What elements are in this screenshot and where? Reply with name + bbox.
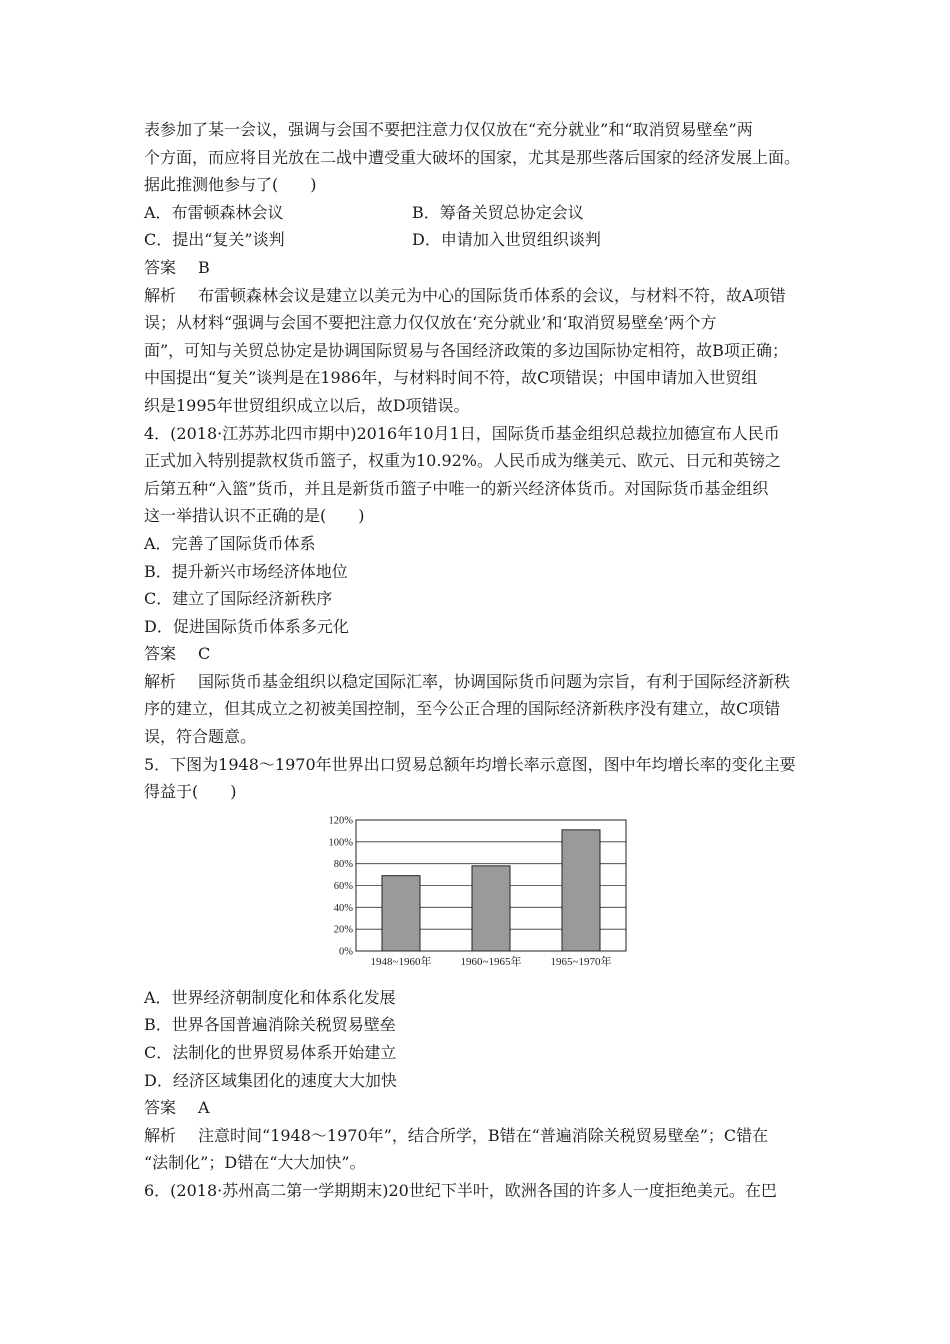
y-tick-label: 80%: [333, 859, 353, 871]
option-row: [144, 199, 824, 227]
question-stem-line: 4．(2018·江苏苏北四市期中)2016年10月1日，国际货币基金组织总裁拉加德宣布人民币: [144, 423, 780, 443]
option-c: C．法制化的世界贸易体系开始建立: [144, 1043, 397, 1063]
answer-label: 答案: [144, 644, 177, 664]
option-a: A．世界经济朝制度化和体系化发展: [144, 987, 396, 1007]
x-category-label: 1948~1960年: [370, 955, 432, 968]
chart-bars: [382, 830, 600, 951]
y-tick-label: 20%: [333, 924, 353, 936]
question-4: [144, 420, 824, 751]
answer-value: C: [198, 644, 211, 664]
answer-value: B: [198, 257, 210, 277]
bar: [562, 830, 600, 951]
answer-value: A: [198, 1098, 210, 1118]
x-category-label: 1960~1965年: [460, 955, 522, 968]
question-stem-line: 得益于( ): [144, 782, 237, 802]
x-category-label: 1965~1970年: [550, 955, 612, 968]
analysis-text: 布雷顿森林会议是建立以美元为中心的国际货币体系的会议，与材料不符，故A项错: [198, 285, 786, 305]
option-d: D．申请加入世贸组织谈判: [412, 230, 601, 250]
analysis-line: [144, 282, 824, 310]
analysis-line: 中国提出“复关”谈判是在1986年，与材料时间不符，故C项错误；中国申请加入世贸组: [144, 368, 758, 388]
option-d: D．经济区域集团化的速度大大加快: [144, 1070, 397, 1090]
answer-label: 答案: [144, 257, 177, 277]
option-d: D．促进国际货币体系多元化: [144, 616, 349, 636]
option-b: B．提升新兴市场经济体地位: [144, 561, 348, 581]
option-c: C．提出“复关”谈判: [144, 230, 285, 250]
answer-line: [144, 254, 824, 282]
question-3: [144, 116, 824, 420]
analysis-text: 注意时间“1948～1970年”，结合所学，B错在“普遍消除关税贸易壁垒”；C错在: [198, 1125, 769, 1145]
answer-label: 答案: [144, 1098, 177, 1118]
document-page: [144, 116, 824, 1205]
analysis-text: 国际货币基金组织以稳定国际汇率，协调国际货币问题为宗旨，有利于国际经济新秩: [198, 671, 791, 691]
option-c: C．建立了国际经济新秩序: [144, 589, 333, 609]
analysis-line: 织是1995年世贸组织成立以后，故D项错误。: [144, 395, 470, 415]
question-stem-line: 正式加入特别提款权货币篮子，权重为10.92%。人民币成为继美元、欧元、日元和英镑之: [144, 451, 782, 471]
question-stem-line: 个方面，而应将目光放在二战中遭受重大破坏的国家，尤其是那些落后国家的经济发展上面。: [144, 147, 801, 167]
analysis-line: “法制化”；D错在“大大加快”。: [144, 1153, 366, 1173]
option-a: A．完善了国际货币体系: [144, 533, 316, 553]
y-tick-label: 100%: [328, 837, 353, 849]
analysis-label: 解析: [144, 671, 177, 691]
question-stem-line: 这一举措认识不正确的是( ): [144, 506, 365, 526]
y-tick-label: 40%: [333, 902, 353, 914]
option-b: B．筹备关贸总协定会议: [412, 202, 584, 222]
analysis-line: [144, 1122, 824, 1150]
question-stem-line: 后第五种“入篮”货币，并且是新货币篮子中唯一的新兴经济体货币。对国际货币基金组织: [144, 478, 769, 498]
bar: [382, 876, 420, 951]
question-6: [144, 1177, 824, 1205]
bar-chart-container: [144, 810, 824, 982]
analysis-line: 序的建立，但其成立之初被美国控制，至今公正合理的国际经济新秩序没有建立，故C项错: [144, 699, 781, 719]
question-stem-line: 表参加了某一会议，强调与会国不要把注意力仅仅放在“充分就业”和“取消贸易壁垒”两: [144, 120, 753, 139]
answer-line: [144, 1094, 824, 1122]
question-stem-line: 6．(2018·苏州高二第一学期期末)20世纪下半叶，欧洲各国的许多人一度拒绝美元。在巴: [144, 1181, 777, 1200]
analysis-line: 误，符合题意。: [144, 727, 257, 747]
y-tick-label: 0%: [339, 946, 353, 958]
question-5: [144, 751, 824, 1177]
analysis-line: 误；从材料“强调与会国不要把注意力仅仅放在‘充分就业’和‘取消贸易壁垒’两个方: [144, 313, 717, 333]
y-tick-label: 60%: [333, 880, 353, 892]
option-row: [144, 226, 824, 254]
question-stem-line: 据此推测他参与了( ): [144, 175, 317, 195]
analysis-line: [144, 668, 824, 696]
question-stem-line: 5．下图为1948～1970年世界出口贸易总额年均增长率示意图，图中年均增长率的变化主要: [144, 754, 796, 774]
option-b: B．世界各国普遍消除关税贸易壁垒: [144, 1015, 396, 1035]
analysis-line: 面”，可知与关贸总协定是协调国际贸易与各国经济政策的多边国际协定相符，故B项正确；: [144, 340, 788, 360]
bar: [472, 866, 510, 951]
y-tick-label: 120%: [328, 815, 353, 827]
bar-chart: [320, 810, 790, 982]
option-a: A．布雷顿森林会议: [144, 202, 284, 222]
answer-line: [144, 640, 824, 668]
analysis-label: 解析: [144, 1125, 177, 1145]
analysis-label: 解析: [144, 285, 177, 305]
